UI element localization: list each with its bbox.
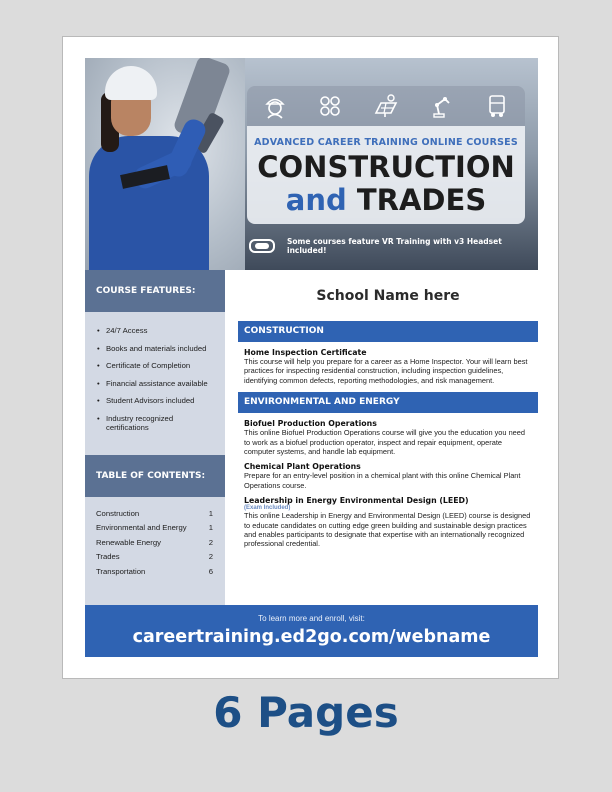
hero-title-line2 [247,184,525,216]
list-item: • Certificate of Completion [97,361,215,371]
vr-note [247,236,527,256]
features-list [85,312,225,451]
worker-helmet-icon [262,93,288,119]
hero-kicker: ADVANCED CAREER TRAINING ONLINE COURSES [254,137,518,148]
course-description: This online Leadership in Energy and Environmental Design (LEED) course is designed to educate candidates on cutting edge green building and sustainable design practices and enables participants to designate that expertise with an internationally recognized professional credential. [244,511,531,549]
list-item: • Books and materials included [97,344,215,354]
list-item: • Financial assistance available [97,379,215,389]
features-heading: COURSE FEATURES: [85,270,225,312]
gears-icon [317,93,343,119]
trade-icons-bar [247,86,525,126]
hero-title-line1: CONSTRUCTION [257,150,515,184]
table-of-contents [85,497,225,582]
enroll-footer [85,605,538,657]
toc-page: 1 [208,523,213,532]
robot-arm-icon [429,93,455,119]
section-heading-construction: CONSTRUCTION [238,321,538,342]
course-title: Leadership in Energy Environmental Design (LEED) [244,496,469,506]
toc-entry[interactable] [96,538,213,553]
vr-headset-icon [247,236,277,256]
course-description: This online Biofuel Production Operations course will give you the education you need to work as a biofuel production operator, inspect and repair equipment, operate computer systems, and handle lab equipment. [244,428,526,457]
list-item: • 24/7 Access [97,326,215,336]
list-item: • Industry recognized certifications [97,414,215,433]
course-title: Biofuel Production Operations [244,419,377,429]
course-title: Chemical Plant Operations [244,462,361,472]
toc-label: Trades [96,552,120,561]
toc-heading: TABLE OF CONTENTS: [85,455,225,497]
toc-page: 2 [208,552,213,561]
footer-lead: To learn more and enroll, visit: [258,614,365,623]
school-name: School Name here [316,288,460,304]
exam-included-note: (Exam Included) [244,505,291,512]
sidebar [85,270,225,605]
title-panel [247,126,525,224]
flyer-page [62,36,559,679]
toc-entry[interactable] [96,552,213,567]
course-description: This course will help you prepare for a career as a Home Inspector. Your will learn best practices for inspecting residential construction, including inspection guidelines, identifying common defects, reporting methodologies, and risk management. [244,357,528,385]
hero-title-trades: TRADES [356,183,487,217]
toc-label: Renewable Energy [96,537,161,547]
solar-panel-icon [373,93,399,119]
hero-title-and: and [285,183,347,217]
toc-page: 2 [208,537,213,547]
vr-note-text: Some courses feature VR Training with v3 Headset included! [287,237,502,255]
section-heading-environmental: ENVIRONMENTAL AND ENERGY [238,392,538,413]
toc-entry[interactable] [96,509,213,524]
course-entry [238,342,538,385]
toc-page: 1 [208,508,213,518]
toc-page: 6 [208,566,213,576]
toc-label: Construction [96,508,140,518]
course-title: Home Inspection Certificate [244,348,367,357]
worker-photo [85,58,245,270]
page-count-label: 6 Pages [213,688,399,737]
toc-entry[interactable] [96,523,213,538]
course-entry [238,413,538,549]
main-content [238,270,538,555]
truck-icon [484,93,510,119]
toc-label: Environmental and Energy [96,523,187,532]
toc-label: Transportation [96,566,146,576]
toc-entry[interactable] [96,567,213,582]
hero-banner [85,58,538,270]
footer-url-link[interactable]: careertraining.ed2go.com/webname [132,627,491,647]
course-description: Prepare for an entry-level position in a chemical plant with this online Chemical Plant Operations course. [244,471,521,490]
list-item: • Student Advisors included [97,396,215,406]
